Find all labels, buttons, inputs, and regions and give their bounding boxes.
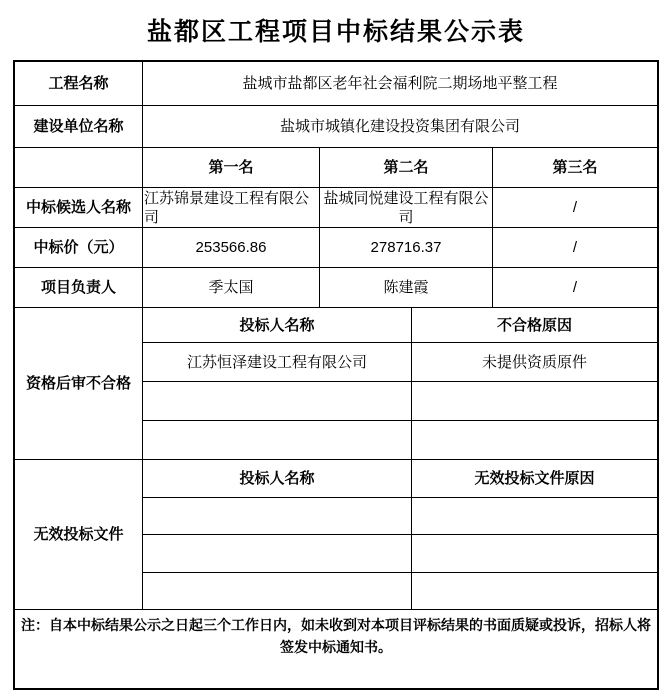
invalid-row-reason: [412, 498, 657, 535]
project-name-value: 盐城市盐都区老年社会福利院二期场地平整工程: [143, 62, 657, 106]
qualification-row-bidder: [143, 382, 412, 421]
qualification-row-bidder: 江苏恒泽建设工程有限公司: [143, 343, 412, 382]
qualification-row-reason: [412, 421, 657, 460]
qualification-bidder-header: 投标人名称: [143, 308, 412, 343]
invalid-row-bidder: [143, 498, 412, 535]
manager-label: 项目负责人: [15, 268, 143, 308]
bid-price-third: /: [493, 228, 657, 268]
invalid-row-reason: [412, 573, 657, 610]
manager-second: 陈建霞: [320, 268, 493, 308]
note-cell: 注：自本中标结果公示之日起三个工作日内，如未收到对本项目评标结果的书面质疑或投诉，招标人将签发中标通知书。: [21, 617, 651, 655]
invalid-row-bidder: [143, 573, 412, 610]
invalid-row-reason: [412, 535, 657, 573]
qualification-row-bidder: [143, 421, 412, 460]
rank-header-third: 第三名: [493, 148, 657, 188]
results-table: [13, 60, 659, 690]
candidate-second: 盐城同悦建设工程有限公司: [320, 188, 493, 228]
candidate-third: /: [493, 188, 657, 228]
rank-header-first: 第一名: [143, 148, 320, 188]
qualification-row-reason: [412, 382, 657, 421]
manager-first: 季太国: [143, 268, 320, 308]
bid-price-first: 253566.86: [143, 228, 320, 268]
owner-value: 盐城市城镇化建设投资集团有限公司: [143, 106, 657, 148]
candidates-label: 中标候选人名称: [15, 188, 143, 228]
invalid-reason-header: 无效投标文件原因: [412, 460, 657, 498]
qualification-reason-header: 不合格原因: [412, 308, 657, 343]
page-title: 盐都区工程项目中标结果公示表: [146, 18, 525, 46]
invalid-label: 无效投标文件: [15, 460, 143, 610]
manager-third: /: [493, 268, 657, 308]
rank-corner-cell: [15, 148, 143, 188]
bid-price-label: 中标价（元）: [15, 228, 143, 268]
candidate-first: 江苏锦景建设工程有限公司: [143, 188, 320, 228]
qualification-row-reason: 未提供资质原件: [412, 343, 657, 382]
rank-header-second: 第二名: [320, 148, 493, 188]
qualification-label: 资格后审不合格: [15, 308, 143, 460]
bid-price-second: 278716.37: [320, 228, 493, 268]
owner-label: 建设单位名称: [15, 106, 143, 148]
invalid-row-bidder: [143, 535, 412, 573]
project-name-label: 工程名称: [15, 62, 143, 106]
invalid-bidder-header: 投标人名称: [143, 460, 412, 498]
